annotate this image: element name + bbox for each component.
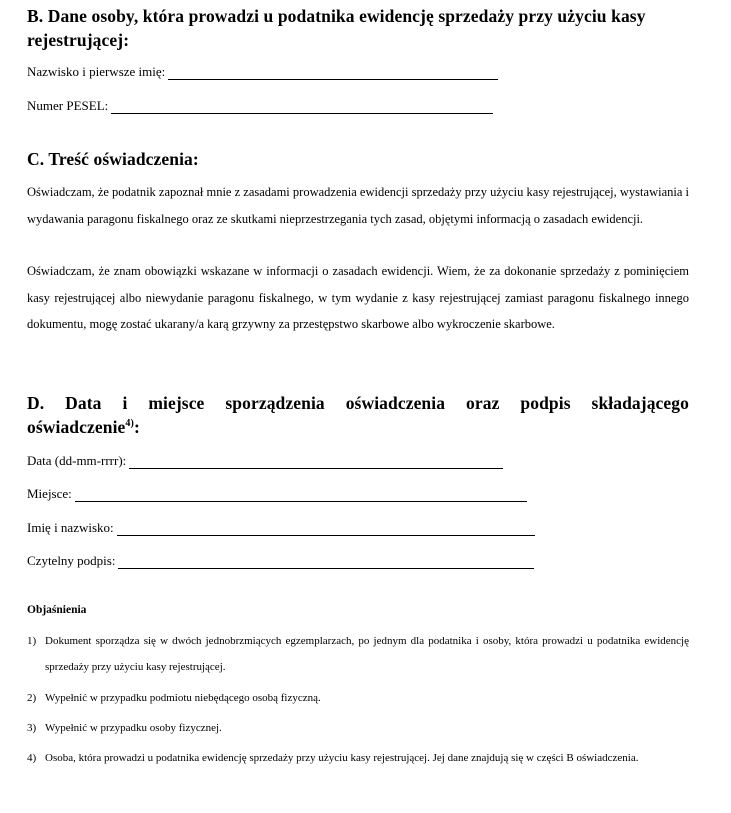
note-number: 4) [27, 752, 37, 764]
declaration-paragraph-1: Oświadczam, że podatnik zapoznał mnie z zasadami prowadzenia ewidencji sprzedaży przy użyciu kasy rejestrującej, wystawiania i wydawania paragonu fiskalnego oraz ze skutkami nieprzestrzegania tych zasad, objętymi informacją o zasadach ewidencji. [27, 185, 689, 226]
section-d-heading-colon: : [133, 417, 140, 437]
section-c-heading: C. Treść oświadczenia: [27, 149, 199, 169]
name-field-label: Nazwisko i pierwsze imię: [27, 64, 166, 79]
fullname-field-label: Imię i nazwisko: [27, 520, 114, 535]
date-field-row [27, 453, 503, 469]
note-number: 3) [27, 722, 37, 734]
notes-title: Objaśnienia [27, 604, 87, 616]
note-text: Wypełnić w przypadku podmiotu niebędącego osobą fizyczną. [45, 692, 321, 704]
signature-field-row [27, 553, 534, 569]
place-field-line[interactable] [75, 489, 527, 502]
note-item-4 [27, 746, 689, 772]
note-text: Osoba, która prowadzi u podatnika ewidencję sprzedaży przy użyciu kasy rejestrującej. Jej dane znajdują się w części B oświadczenia. [45, 752, 639, 764]
note-item-3 [27, 716, 689, 742]
pesel-field-row [27, 98, 493, 114]
signature-field-line[interactable] [118, 556, 534, 569]
note-item-2 [27, 686, 689, 712]
place-field-row [27, 486, 527, 502]
section-d-heading-line-1: D. Data i miejsce sporządzenia oświadczenia oraz podpis składającego [27, 393, 689, 413]
note-text: Dokument sporządza się w dwóch jednobrzmiących egzemplarzach, po jednym dla podatnika i osoby, która prowadzi u podatnika ewidencję sprzedaży przy użyciu kasy rejestrującej. [45, 635, 689, 673]
fullname-field-line[interactable] [117, 523, 535, 536]
note-text: Wypełnić w przypadku osoby fizycznej. [45, 722, 222, 734]
section-d-heading [27, 391, 689, 439]
date-field-label: Data (dd-mm-rrrr): [27, 453, 127, 468]
note-number: 2) [27, 692, 37, 704]
name-field-line[interactable] [168, 67, 498, 80]
note-number: 1) [27, 635, 37, 647]
pesel-field-label: Numer PESEL: [27, 98, 109, 113]
fullname-field-row [27, 520, 535, 536]
pesel-field-line[interactable] [111, 101, 493, 114]
section-d-heading-line-2: oświadczenie [27, 417, 126, 437]
date-field-line[interactable] [129, 456, 503, 469]
section-b-heading: B. Dane osoby, która prowadzi u podatnika ewidencję sprzedaży przy użyciu kasy rejestrującej: [27, 6, 646, 50]
place-field-label: Miejsce: [27, 486, 72, 501]
declaration-paragraph-2: Oświadczam, że znam obowiązki wskazane w informacji o zasadach ewidencji. Wiem, że za dokonanie sprzedaży z pominięciem kasy rejestrującej albo niewydanie paragonu fiskalnego, w tym wydanie z kasy rejestrującej zamiast paragonu fiskalnego innego dokumentu, mogę zostać ukarany/a karą grzywny za przestępstwo skarbowe albo wykroczenie skarbowe. [27, 264, 689, 331]
name-field-row [27, 64, 498, 80]
signature-field-label: Czytelny podpis: [27, 553, 116, 568]
note-item-1 [27, 629, 689, 680]
footnote-marker-4: 4) [125, 418, 134, 429]
